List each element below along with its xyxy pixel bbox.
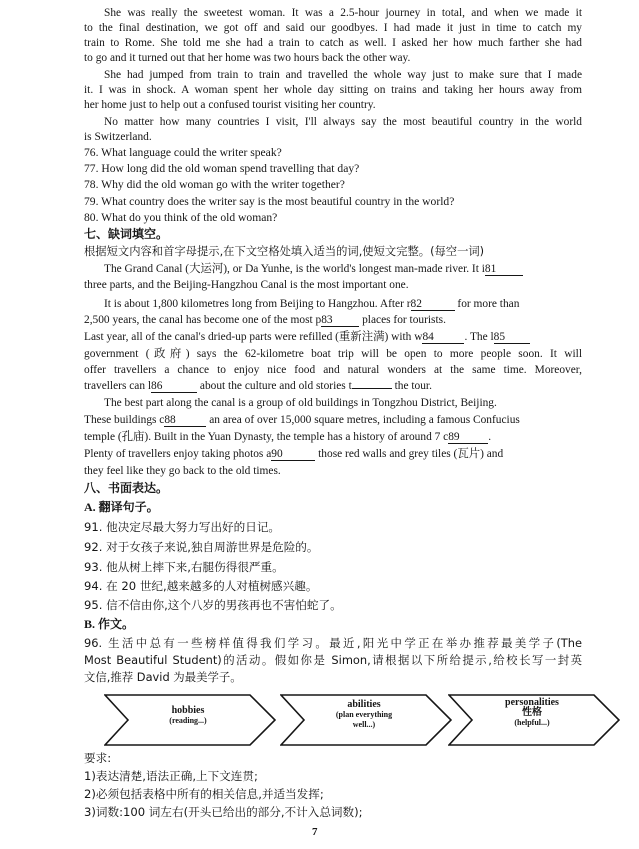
requirement-1: 1)表达清楚,语法正确,上下文连贯; — [84, 769, 258, 783]
passage-line: is Switzerland. — [84, 131, 152, 143]
essay-prompt-line: 96. 生活中总有一些榜样值得我们学习。最近,阳光中学正在举办推荐最美学子(The — [84, 636, 582, 650]
cloze-blank-81[interactable]: 81 — [485, 263, 523, 276]
hint-title: hobbies — [171, 705, 205, 716]
essay-prompt-line: 文信,推荐 David 为最美学子。 — [84, 670, 242, 684]
cloze-line-1: The Grand Canal (大运河), or Da Yunhe, is the world's longest man-made river. It i81 — [104, 262, 582, 276]
passage-line: She had jumped from train to train and travelled the whole way just to make sure that I made — [104, 69, 582, 81]
requirement-3: 3)词数:100 词左右(开头已给出的部分,不计入总词数); — [84, 805, 363, 819]
cloze-blank-90[interactable]: 90 — [271, 448, 315, 461]
hint-title: personalities — [505, 697, 559, 708]
cloze-line-9: The best part along the canal is a group of old buildings in Tongzhou District, Beijing. — [104, 397, 497, 409]
cloze-blank-87[interactable] — [352, 388, 392, 389]
hint-title: abilities — [347, 699, 381, 710]
hint-box-abilities — [280, 694, 452, 746]
cloze-line-2: three parts, and the Beijing-Hangzhou Canal is the most important one. — [84, 279, 409, 291]
hint-box-personalities — [448, 694, 620, 746]
section7-instruction: 根据短文内容和首字母提示,在下文空格处填入适当的词,使短文完整。(每空一词) — [84, 245, 485, 258]
cloze-blank-88[interactable]: 88 — [164, 414, 206, 427]
passage-line: She was really the sweetest woman. It was a 2.5-hour journey in total, and when we made it — [104, 7, 582, 19]
cloze-line-12: Plenty of travellers enjoy taking photos a90 those red walls and grey tiles (瓦片) and — [84, 448, 504, 460]
passage-line: her home just to help out a confused tourist visiting her country. — [84, 99, 376, 111]
cloze-blank-82[interactable]: 82 — [411, 298, 455, 311]
passage-line: train to Rome. She told me she had a train to catch as well. I asked her how much farther she had — [84, 37, 582, 49]
passage-line: to go and it turned out that her home was two hours back the other way. — [84, 52, 411, 64]
cloze-line-7: offer travellers a chance to enjoy nice food and natural wonders at the same time. Moreover, — [84, 364, 582, 376]
hint-sub: (helpful...) — [514, 718, 550, 727]
essay-prompt-line: Most Beautiful Student)的活动。假如你是 Simon,请根据以下所给提示,给校长写一封英 — [84, 653, 582, 667]
cloze-line-13: they feel like they go back to the old times. — [84, 465, 281, 477]
cloze-line-5: Last year, all of the canal's dried-up parts were refilled (重新注满) with w84 . The l85 — [84, 330, 582, 344]
hint-sub: well...) — [352, 720, 376, 729]
translate-92: 92. 对于女孩子来说,独自周游世界是危险的。 — [84, 540, 319, 554]
passage-line: No matter how many countries I visit, I'll always say the most beautiful country in the world — [104, 116, 582, 128]
hint-box-hobbies — [104, 694, 276, 746]
cloze-blank-84[interactable]: 84 — [422, 331, 464, 344]
page-number: 7 — [312, 826, 318, 838]
question-77: 77. How long did the old woman spend travelling that day? — [84, 162, 360, 175]
question-78: 78. Why did the old woman go with the writer together? — [84, 178, 345, 191]
section8-heading: 八、书面表达。 — [84, 481, 169, 495]
question-76: 76. What language could the writer speak? — [84, 146, 282, 159]
hint-cn: 性格 — [522, 707, 542, 718]
question-79: 79. What country does the writer say is the most beautiful country in the world? — [84, 195, 455, 208]
cloze-blank-86[interactable]: 86 — [151, 380, 197, 393]
part-a-heading: A. 翻译句子。 — [84, 500, 159, 514]
cloze-line-3: It is about 1,800 kilometres long from Beijing to Hangzhou. After r82 for more than — [104, 298, 520, 310]
requirements-heading: 要求: — [84, 751, 112, 765]
cloze-line-8: travellers can l86 about the culture and old stories t the tour. — [84, 380, 432, 392]
hint-sub: (plan everything — [335, 710, 393, 719]
translate-94: 94. 在 20 世纪,越来越多的人对植树感兴趣。 — [84, 579, 318, 593]
passage-line: it. I was in shock. A woman spent her whole day sitting on trains and taking her hours away from — [84, 84, 582, 96]
requirement-2: 2)必须包括表格中所有的相关信息,并适当发挥; — [84, 787, 324, 801]
section7-heading: 七、缺词填空。 — [84, 227, 169, 241]
hint-sub: (reading...) — [169, 716, 207, 725]
cloze-blank-85[interactable]: 85 — [494, 331, 530, 344]
translate-93: 93. 他从树上摔下来,右腿伤得很严重。 — [84, 560, 284, 574]
question-80: 80. What do you think of the old woman? — [84, 211, 278, 224]
translate-91: 91. 他决定尽最大努力写出好的日记。 — [84, 520, 281, 534]
cloze-line-11: temple (孔庙). Built in the Yuan Dynasty, the temple has a history of around 7 c89 . — [84, 431, 492, 443]
translate-95: 95. 信不信由你,这个八岁的男孩再也不害怕蛇了。 — [84, 598, 342, 612]
part-b-heading: B. 作文。 — [84, 617, 135, 631]
cloze-blank-83[interactable]: 83 — [321, 314, 359, 327]
cloze-line-6: government (政府) says the 62-kilometre boat trip will be open to more people soon. It will — [84, 348, 582, 360]
cloze-line-4: 2,500 years, the canal has become one of the most p83 places for tourists. — [84, 314, 446, 326]
cloze-line-10: These buildings c88 an area of over 15,000 square metres, including a famous Confucius — [84, 414, 520, 426]
passage-line: to the final destination, we got off and said our goodbyes. I had made it just in time to catch my — [84, 22, 582, 34]
cloze-blank-89[interactable]: 89 — [448, 431, 488, 444]
